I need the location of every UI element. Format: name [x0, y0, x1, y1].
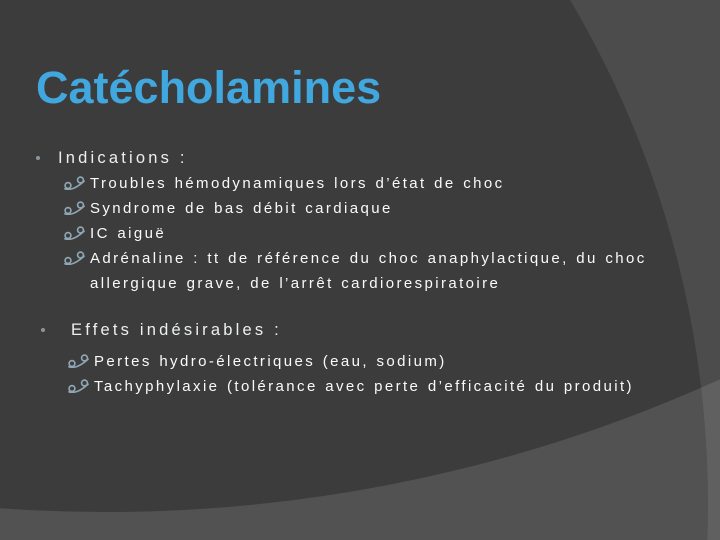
list-item-text: Troubles hémodynamiques lors d’état de choc [90, 175, 505, 192]
section-effets-heading [41, 318, 282, 342]
list-item [64, 221, 664, 246]
list-item [64, 196, 664, 221]
heading-dot-icon [36, 156, 40, 160]
list-item [68, 374, 668, 399]
heading-dot-icon [41, 328, 45, 332]
slide-title: Catécholamines [36, 62, 382, 114]
handset-bullet-icon [68, 354, 89, 368]
handset-bullet-icon [68, 379, 89, 393]
list-item [64, 246, 664, 296]
handset-bullet-icon [64, 251, 85, 265]
indications-list [64, 171, 664, 296]
list-item-text: Adrénaline : tt de référence du choc anaphylactique, du choc allergique grave, de l’arrêt cardiorespiratoire [90, 250, 647, 292]
handset-bullet-icon [64, 176, 85, 190]
list-item [68, 349, 668, 374]
list-item-text: IC aiguë [90, 225, 167, 242]
list-item [64, 171, 664, 196]
handset-bullet-icon [64, 201, 85, 215]
list-item-text: Syndrome de bas débit cardiaque [90, 200, 393, 217]
section-indications-heading [36, 146, 188, 170]
list-item-text: Pertes hydro-électriques (eau, sodium) [94, 353, 447, 370]
handset-bullet-icon [64, 226, 85, 240]
effets-list [68, 349, 668, 399]
section-heading-label: Effets indésirables : [71, 321, 282, 339]
list-item-text: Tachyphylaxie (tolérance avec perte d’efficacité du produit) [94, 378, 634, 395]
section-heading-label: Indications : [58, 149, 188, 167]
